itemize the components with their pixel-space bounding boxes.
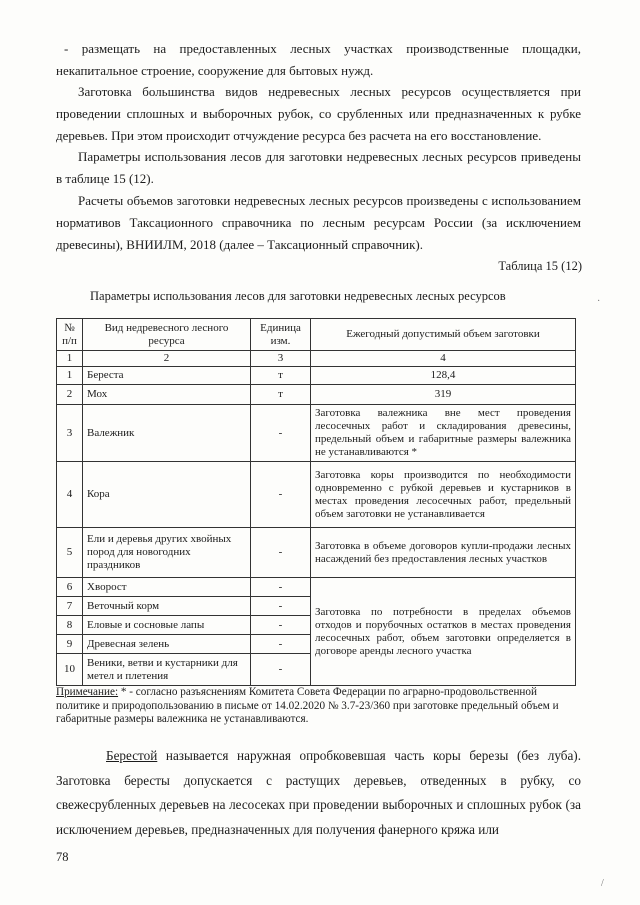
header-resource: Вид недревесного лесного ресурса <box>83 319 251 351</box>
row-volume: 128,4 <box>311 367 576 385</box>
row-unit: - <box>251 405 311 462</box>
table-row <box>57 462 576 528</box>
header-volume: Ежегодный допустимый объем заготовки <box>311 319 576 351</box>
row-unit: - <box>251 528 311 578</box>
term-beresta: Берестой <box>106 748 158 763</box>
row-resource: Мох <box>83 385 251 405</box>
row-resource: Береста <box>83 367 251 385</box>
row-number: 1 <box>57 367 83 385</box>
table-number: Таблица 15 (12) <box>498 259 582 273</box>
paragraph-3: Параметры использования лесов для заготовки недревесных лесных ресурсов приведены в таблице 15 (12). <box>56 149 581 186</box>
row-volume: 319 <box>311 385 576 405</box>
row-unit: - <box>251 597 311 616</box>
row-unit: - <box>251 616 311 635</box>
colnum: 1 <box>57 351 83 367</box>
scan-mark: / <box>601 878 604 889</box>
table-row <box>57 578 576 597</box>
parameters-table <box>56 318 576 686</box>
header-unit: Единица изм. <box>251 319 311 351</box>
paragraph-4: Расчеты объемов заготовки недревесных лесных ресурсов произведены с использованием нормативов Таксационного справочника по лесным ресурсам России (за исключением древесины), ВНИИЛМ, 2018 (далее – Таксационный справочник). <box>56 193 581 252</box>
row-number: 5 <box>57 528 83 578</box>
row-volume: Заготовка коры производится по необходимости одновременно с рубкой деревьев и кустарников в местах проведения лесосечных работ, предельный объем заготовки не устанавливается <box>311 462 576 528</box>
row-number: 7 <box>57 597 83 616</box>
row-number: 8 <box>57 616 83 635</box>
table-row <box>57 385 576 405</box>
row-resource: Древесная зелень <box>83 635 251 654</box>
row-resource: Кора <box>83 462 251 528</box>
row-volume: Заготовка в объеме договоров купли-продажи лесных насаждений без предоставления лесных участков <box>311 528 576 578</box>
row-unit: - <box>251 635 311 654</box>
scan-mark: · <box>597 296 601 307</box>
page-number: 78 <box>56 850 69 864</box>
row-resource: Ели и деревья других хвойных пород для новогодних праздников <box>83 528 251 578</box>
merged-volume-cell: Заготовка по потребности в пределах объемов отходов и порубочных остатков в местах проведения лесосечных работ, объем заготовки определяется в договоре аренды лесного участка <box>311 578 576 686</box>
colnum: 3 <box>251 351 311 367</box>
row-unit: - <box>251 654 311 686</box>
colnum: 4 <box>311 351 576 367</box>
table-row <box>57 367 576 385</box>
row-number: 2 <box>57 385 83 405</box>
row-number: 9 <box>57 635 83 654</box>
row-resource: Веточный корм <box>83 597 251 616</box>
table-row <box>57 405 576 462</box>
row-volume: Заготовка валежника вне мест проведения лесосечных работ и складирования древесины, предельный объем и габаритные размеры валежника не устанавливаются * <box>311 405 576 462</box>
paragraph-1: - размещать на предоставленных лесных участках производственные площадки, некапитальное строение, сооружение для бытовых нужд. <box>56 41 581 78</box>
row-resource: Валежник <box>83 405 251 462</box>
final-paragraph <box>56 744 581 842</box>
row-number: 6 <box>57 578 83 597</box>
table-title: Параметры использования лесов для заготовки недревесных лесных ресурсов <box>90 289 506 303</box>
paragraph-2: Заготовка большинства видов недревесных лесных ресурсов осуществляется при проведении сплошных и выборочных рубок, со срубленных или предназначенных к рубке деревьев. При этом происходит отчуждение ресурса без расчета на его восстановление. <box>56 84 581 143</box>
table-colnum-row <box>57 351 576 367</box>
row-number: 4 <box>57 462 83 528</box>
table-row <box>57 528 576 578</box>
row-number: 3 <box>57 405 83 462</box>
row-resource: Хворост <box>83 578 251 597</box>
note-label: Примечание: <box>56 686 119 698</box>
header-number: № п/п <box>57 319 83 351</box>
row-unit: - <box>251 462 311 528</box>
row-resource: Еловые и сосновые лапы <box>83 616 251 635</box>
table-header-row <box>57 319 576 351</box>
note-text: * - согласно разъяснениям Комитета Совета Федерации по аграрно-продовольственной политике и природопользованию в письме от 14.02.2020 № 3.7-23/360 при заготовке предельный объем и габаритные размеры валежника не устанавливаются. <box>56 686 559 725</box>
colnum: 2 <box>83 351 251 367</box>
final-text: называется наружная опробковевшая часть коры березы (без луба). Заготовка бересты допускается с растущих деревьев, отведенных в рубку, со свежесрубленных деревьев на лесосеках при проведении выборочных и сплошных рубок (за исключением деревьев, предназначенных для получения фанерного кряжа или <box>56 748 581 837</box>
row-unit: - <box>251 578 311 597</box>
table-note <box>56 686 581 727</box>
row-unit: т <box>251 367 311 385</box>
row-number: 10 <box>57 654 83 686</box>
row-unit: т <box>251 385 311 405</box>
row-resource: Веники, ветви и кустарники для метел и плетения <box>83 654 251 686</box>
